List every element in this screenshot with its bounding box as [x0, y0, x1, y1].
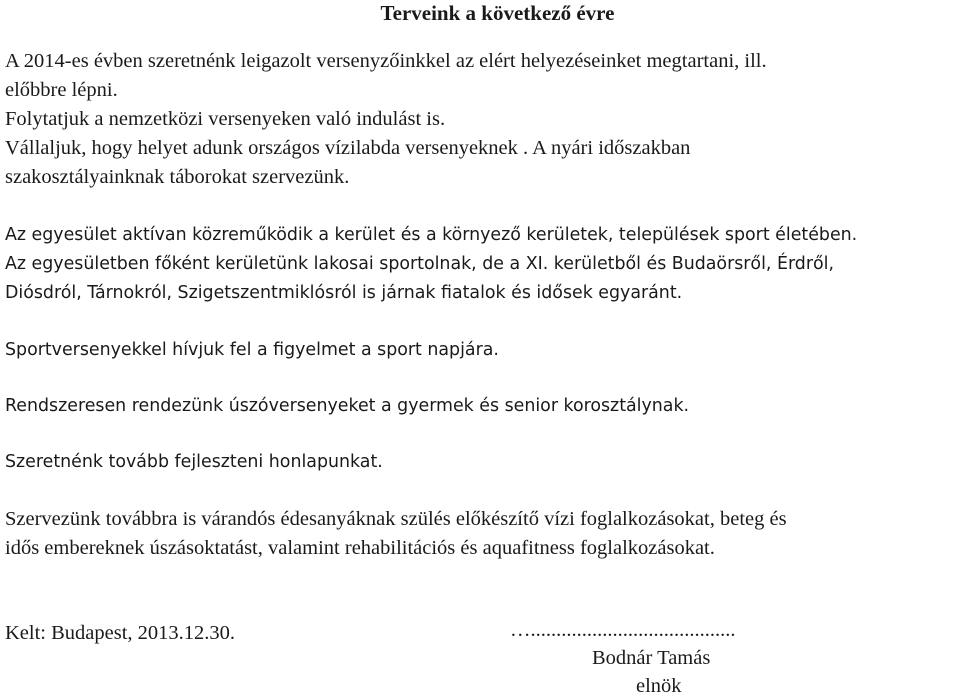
paragraph-swimming-competitions [5, 392, 959, 421]
text-line: Rendszeresen rendezünk úszóversenyeket a gyermek és senior korosztálynak. [5, 396, 690, 416]
text-line: Diósdról, Tárnokról, Szigetszentmiklósról is járnak fiatalok és idősek egyaránt. [5, 283, 683, 303]
signatory-role: elnök [636, 675, 682, 697]
text-line: szakosztályainknak táborokat szervezünk. [5, 166, 350, 188]
document-title: Terveink a következő évre [380, 1, 615, 25]
signature-line: …........................................ [510, 619, 736, 641]
paragraph-aquatic-programs [5, 505, 959, 563]
text-line: idős embereknek úszásoktatást, valamint rehabilitációs és aquafitness foglalkozásokat. [5, 537, 715, 559]
text-line: Szeretnénk tovább fejleszteni honlapunkat. [5, 452, 383, 472]
text-line: Vállaljuk, hogy helyet adunk országos vízilabda versenyeknek . A nyári időszakban [5, 137, 691, 159]
text-line: Szervezünk továbbra is várandós édesanyáknak szülés előkészítő vízi foglalkozásokat, beteg és [5, 508, 787, 530]
date-line [5, 619, 959, 648]
text-line: Sportversenyekkel hívjuk fel a figyelmet a sport napjára. [5, 340, 499, 360]
text-line: Az egyesület aktívan közreműködik a kerület és a környező kerületek, települések sport életében. [5, 225, 858, 245]
text-line: A 2014-es évben szeretnénk leigazolt versenyzőinkkel az elért helyezéseinket megtartani, ill. [5, 50, 767, 72]
paragraph-plans [5, 47, 959, 192]
text-line: Az egyesületben főként kerületünk lakosai sportolnak, de a XI. kerületből és Budaörsről, Érdről, [5, 254, 834, 274]
paragraph-website [5, 448, 959, 477]
text-line: Folytatjuk a nemzetközi versenyeken való indulást is. [5, 108, 446, 130]
paragraph-sport-day [5, 336, 959, 365]
date-text: Kelt: Budapest, 2013.12.30. [5, 622, 236, 644]
paragraph-association [5, 221, 959, 308]
signatory-name: Bodnár Tamás [592, 647, 711, 669]
text-line: előbbre lépni. [5, 79, 118, 101]
